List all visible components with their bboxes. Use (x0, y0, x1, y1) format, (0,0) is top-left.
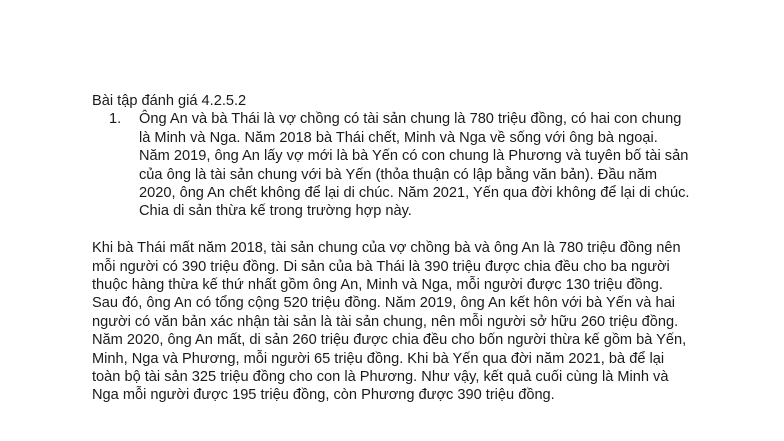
question-number-cell (92, 110, 139, 220)
question-number: 1. (109, 111, 122, 128)
exercise-heading: Bài tập đánh giá 4.2.5.2 (92, 93, 247, 109)
question-item (92, 110, 692, 220)
paragraph-gap (92, 221, 692, 239)
document-body (92, 92, 692, 405)
question-text: Ông An và bà Thái là vợ chồng có tài sản chung là 780 triệu đồng, có hai con chung là Minh và Nga. Năm 2018 bà Thái chết, Minh và Nga về sống với ông bà ngoại. Năm 2019, ông An lấy vợ mới là bà Yến có con chung là Phương và tuyên bố tài sản của ông là tài sản chung với bà Yến (thỏa thuận có lập bằng văn bản). Đầu năm 2020, ông An chết không để lại di chúc. Năm 2021, Yến qua đời không để lại di chúc. Chia di sản thừa kế trong trường hợp này. (139, 111, 690, 220)
answer-paragraph: Khi bà Thái mất năm 2018, tài sản chung của vợ chồng bà và ông An là 780 triệu đồng nên mỗi người có 390 triệu đồng. Di sản của bà Thái là 390 triệu được chia đều cho ba người thuộc hàng thừa kế thứ nhất gồm ông An, Minh và Nga, mỗi người được 130 triệu đồng. Sau đó, ông An có tổng cộng 520 triệu đồng. Năm 2019, ông An kết hôn với bà Yến và hai người có văn bản xác nhận tài sản là tài sản chung, nên mỗi người sở hữu 260 triệu đồng. Năm 2020, ông An mất, di sản 260 triệu được chia đều cho bốn người thừa kế gồm bà Yến, Minh, Nga và Phương, mỗi người 65 triệu đồng. Khi bà Yến qua đời năm 2021, bà để lại toàn bộ tài sản 325 triệu đồng cho con là Phương. Như vậy, kết quả cuối cùng là Minh và Nga mỗi người được 195 triệu đồng, còn Phương được 390 triệu đồng. (92, 240, 687, 404)
